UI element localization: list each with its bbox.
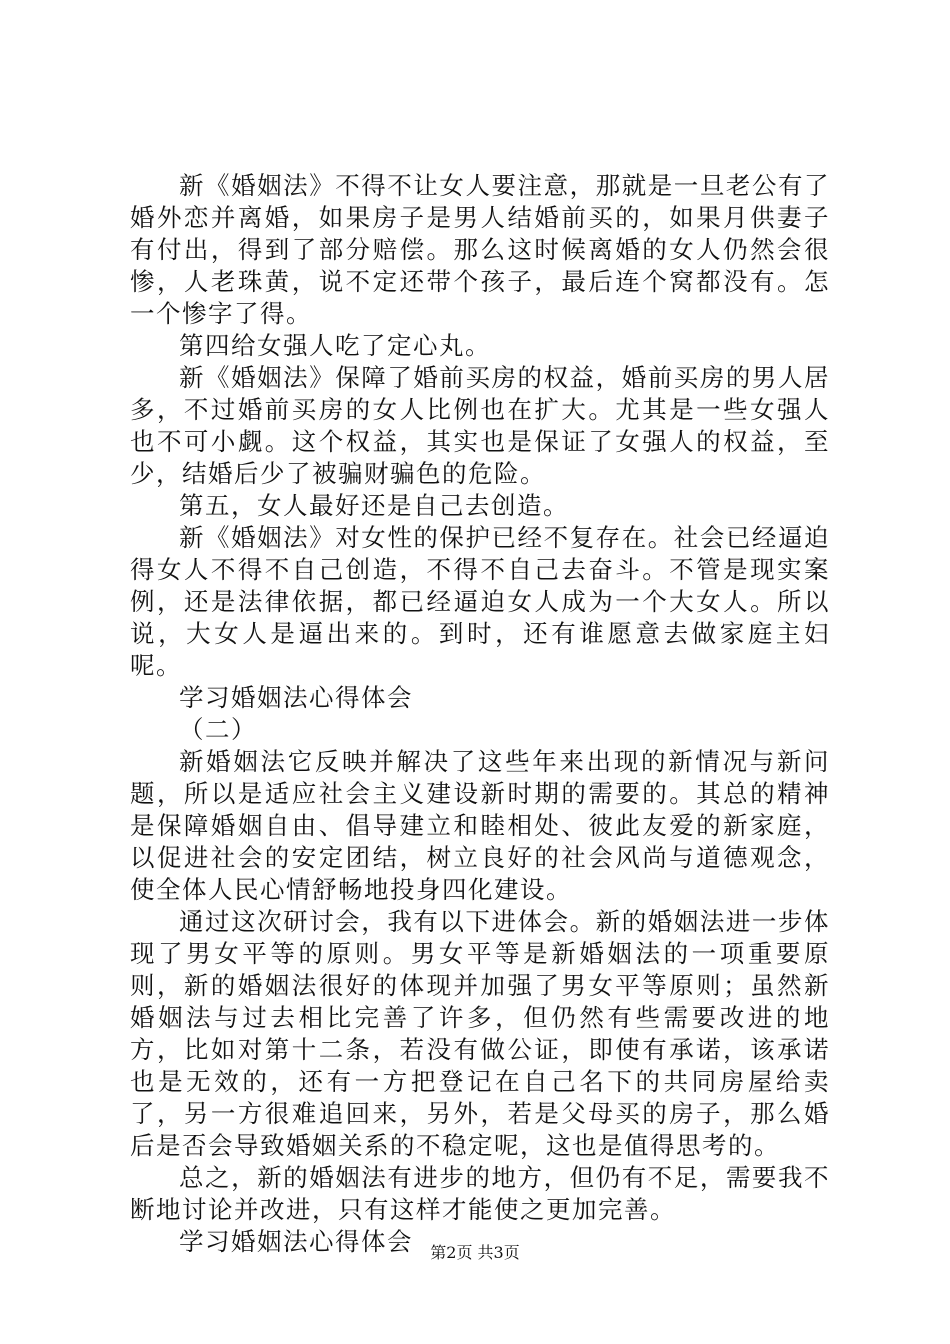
article-title: 学习婚姻法心得体会 (179, 683, 413, 712)
document-body (130, 170, 830, 1258)
paragraph: 总之，新的婚姻法有进步的地方，但仍有不足，需要我不断地讨论并改进，只有这样才能使之更加完善。 (130, 1163, 830, 1224)
section-heading: 第四给女强人吃了定心丸。 (179, 331, 491, 360)
article-part-number: （二） (179, 715, 257, 744)
article-title: 学习婚姻法心得体会 (179, 1227, 413, 1256)
paragraph: 新《婚姻法》保障了婚前买房的权益，婚前买房的男人居多，不过婚前买房的女人比例也在扩大。尤其是一些女强人也不可小觑。这个权益，其实也是保证了女强人的权益，至少，结婚后少了被骗财骗色的危险。 (130, 363, 830, 488)
paragraph: 新《婚姻法》对女性的保护已经不复存在。社会已经逼迫得女人不得不自己创造，不得不自己去奋斗。不管是现实案例，还是法律依据，都已经逼迫女人成为一个大女人。所以说，大女人是逼出来的。到时，还有谁愿意去做家庭主妇呢。 (130, 523, 830, 680)
paragraph: 新《婚姻法》不得不让女人要注意，那就是一旦老公有了婚外恋并离婚，如果房子是男人结婚前买的，如果月供妻子有付出，得到了部分赔偿。那么这时候离婚的女人仍然会很惨，人老珠黄，说不定还带个孩子，最后连个窝都没有。怎一个惨字了得。 (130, 171, 830, 328)
paragraph: 通过这次研讨会，我有以下进体会。新的婚姻法进一步体现了男女平等的原则。男女平等是新婚姻法的一项重要原则，新的婚姻法很好的体现并加强了男女平等原则；虽然新婚姻法与过去相比完善了许多，但仍然有些需要改进的地方，比如对第十二条，若没有做公证，即使有承诺，该承诺也是无效的，还有一方把登记在自己名下的共同房屋给卖了，另一方很难追回来，另外，若是父母买的房子，那么婚后是否会导致婚姻关系的不稳定呢，这也是值得思考的。 (130, 907, 830, 1160)
page-footer: 第2页 共3页 (430, 1243, 520, 1262)
paragraph: 新婚姻法它反映并解决了这些年来出现的新情况与新问题，所以是适应社会主义建设新时期的需要的。其总的精神是保障婚姻自由、倡导建立和睦相处、彼此友爱的新家庭，以促进社会的安定团结，树立良好的社会风尚与道德观念，使全体人民心情舒畅地投身四化建设。 (130, 747, 830, 904)
section-heading: 第五，女人最好还是自己去创造。 (179, 491, 569, 520)
